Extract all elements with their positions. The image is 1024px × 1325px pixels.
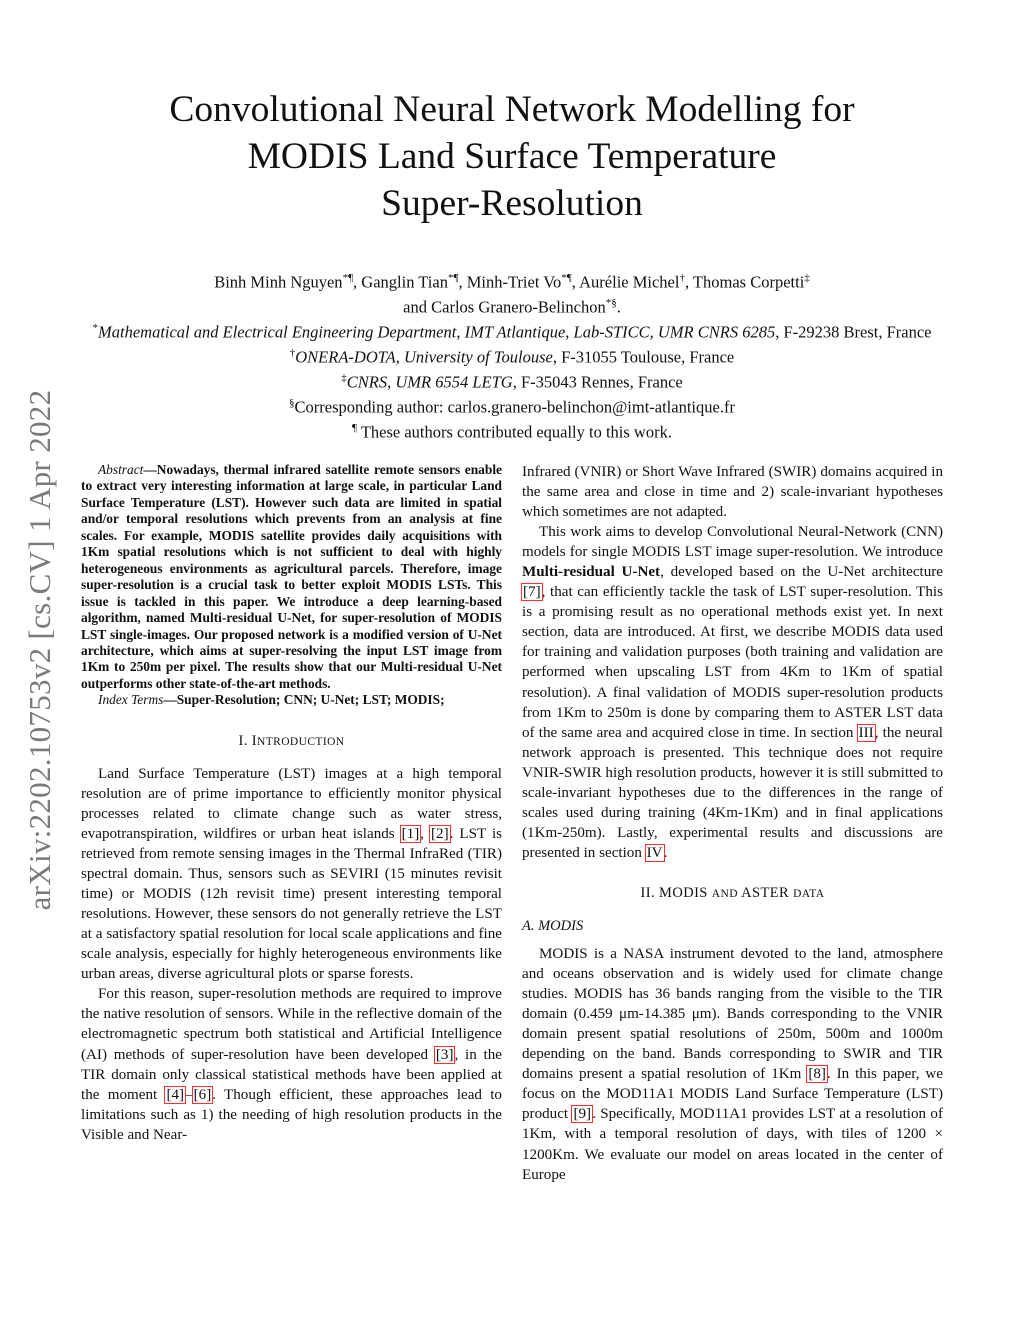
index-terms-body: —Super-Resolution; CNN; U-Net; LST; MODIS; [163,692,445,708]
index-terms [81,692,502,708]
intro-p2-text-1: For this reason, super-resolution methods are required to improve the native resolution of sensors. While in the reflective domain of the electromagnetic spectrum both statistical and Artificial Intelligence (AI) methods of super-resolution have been developed [81,986,502,1063]
corresponding-author [60,393,964,418]
author-block [60,268,964,443]
intro-p3-text-4: , the neural network approach is presented. This technique does not require VNIR-SWIR high resolution products, however it is still submitted to scale-invariant hypotheses due to the differences in the range of scales used during training (4Km-1Km) and in final applications (1Km-250m). Lastly, experimental results and discussions are presented in section [522,724,943,861]
affiliation-2: †ONERA-DOTA, University of Toulouse, F-31055 Toulouse, France [289,347,735,367]
index-terms-label: Index Terms [98,692,164,708]
author-5-mark: ‡ [804,272,810,284]
section-link-iv[interactable]: IV [646,844,663,861]
affiliation-3-location: , F-35043 Rennes, France [512,372,683,392]
arxiv-side-stamp: arXiv:2202.10753v2 [cs.CV] 1 Apr 2022 [22,389,57,911]
abstract [81,462,502,692]
citation-link[interactable]: [7] [523,584,541,601]
section-2-part-d: DATA [793,887,825,900]
intro-p3-text-3: , that can efficiently tackle the task of LST super-resolution. This is a promising result as no operational methods exist yet. In next section, data are introduced. At first, we describe MODIS data used for training and validation purposes (both training and validation are performed when upscaling LST from 4Km to 1Km of spatial resolution). A final validation of MODIS super-resolution products from 1Km to 250m is done by comparing them to ASTER LST data of the same area and acquired close in time. In section [522,584,943,741]
model-name: Multi-residual U-Net [522,564,661,581]
citation-link[interactable]: [3] [435,1046,454,1063]
author-4: , Aurélie Michel [571,272,680,292]
equal-contribution-text: These authors contributed equally to this work. [357,422,672,442]
section-2-part-a: II. MODIS [640,884,712,901]
section-2-part-b: AND [711,887,738,900]
author-line-2 [60,293,964,318]
modis-text-2: . In this paper, we focus on the MOD11A1 MODIS Land Surface Temperature (LST) product [522,1066,943,1123]
paper-title [110,86,914,227]
affiliation-1-inst: IMT Atlantique, Lab-STICC, UMR CNRS 6285 [464,322,776,342]
author-6-mark: *§ [605,297,617,309]
citation-link[interactable]: [9] [573,1106,592,1123]
equal-contribution-note [60,418,964,443]
author-3: , Minh-Triet Vo [458,272,562,292]
title-line-2: MODIS Land Surface Temperature [247,136,777,177]
abstract-label: Abstract [98,462,144,477]
affiliation-1: *Mathematical and Electrical Engineering Department, IMT Atlantique, Lab-STICC, UMR CNRS 6285, F-29238 Brest, France [92,322,932,342]
citation-link[interactable]: [2] [431,825,449,842]
intro-paragraph-1 [81,764,502,985]
corresponding-mark: § [289,397,295,409]
intro-p2-text-3: . Though efficient, these approaches lead to limitations such as 1) the needing of high resolution products in the Visible and Near- [81,1086,502,1143]
affiliation-2-uni: University of Toulouse [404,347,553,367]
affiliation-2-org: ONERA-DOTA [295,347,396,367]
author-6-end: . [616,297,621,317]
section-heading-modis-aster [522,883,943,904]
modis-text-3: . Specifically, MOD11A1 provides LST at a resolution of 1Km, with a temporal resolution of days, with tiles of 1200 × 1200Km. We evaluate our model on areas located in the center of Europe [522,1106,943,1183]
citation-link[interactable]: [1] [401,825,420,842]
intro-p2-dash: – [185,1086,193,1103]
affiliation-1-dept: Mathematical and Electrical Engineering Department [98,322,457,342]
section-1-initial: I [251,732,258,749]
author-4-mark: † [679,272,685,284]
section-link-iii[interactable]: III [858,724,874,741]
citation-link[interactable]: [8] [808,1066,826,1083]
affiliation-3: ‡CNRS, UMR 6554 LETG, F-35043 Rennes, France [341,372,683,392]
affiliation-3-org: CNRS [346,372,388,392]
author-3-mark: *¶ [561,272,572,284]
right-column [522,462,943,1185]
affiliation-2-mark: † [289,347,296,359]
author-line-1 [60,268,964,293]
modis-paragraph [522,944,943,1185]
author-5: , Thomas Corpetti [684,272,805,292]
corresponding-text: Corresponding author: carlos.granero-belinchon@imt-atlantique.fr [294,397,735,417]
equal-contribution-mark: ¶ [352,422,357,434]
citation-link[interactable]: [6] [193,1086,212,1103]
citation-link[interactable]: [4] [166,1086,185,1103]
intro-p3-text-1: This work aims to develop Convolutional Neural-Network (CNN) models for single MODIS LST image super-resolution. We introduce [522,524,943,561]
intro-paragraph-continued: Infrared (VNIR) or Short Wave Infrared (SWIR) domains acquired in the same area and close in time and 2) scale-invariant hypotheses which sometimes are not adapted. [522,464,943,521]
author-1: Binh Minh Nguyen [214,272,343,292]
title-line-1: Convolutional Neural Network Modelling for [169,89,855,130]
modis-text-1: MODIS is a NASA instrument devoted to the land, atmosphere and oceans observation and is widely used for climate change studies. MODIS has 36 bands ranging from the visible to the TIR domain (0.459 μm-14.385 μm). Bands corresponding to the VNIR domain present spatial resolutions of 250m, 500m and 1000m depending on the band. Bands corresponding to SWIR and TIR domains present a spatial resolution of 1Km [522,946,943,1083]
section-2-part-c: ASTER [737,884,794,901]
author-2-mark: *¶ [447,272,459,284]
affiliation-3-unit: UMR 6554 LETG [395,372,513,392]
affiliation-1-mark: * [92,322,98,334]
affiliation-2-location: , F-31055 Toulouse, France [552,347,735,367]
intro-p3-end: . [663,844,668,861]
left-column [81,462,502,1145]
affiliation-1-location: , F-29238 Brest, France [775,322,932,342]
title-line-3: Super-Resolution [381,183,643,224]
author-6: and Carlos Granero-Belinchon [403,297,606,317]
section-heading-introduction [81,731,502,752]
intro-p2-text-2: , in the TIR domain only classical statistical methods have been applied at the moment [81,1046,502,1103]
section-1-rest: NTRODUCTION [257,735,345,748]
section-1-number: I. [238,732,252,749]
intro-p3-text-2: , developed based on the U-Net architecture [660,564,943,581]
intro-paragraph-3 [522,522,943,863]
intro-p1-text-1: Land Surface Temperature (LST) images at a high temporal resolution are of prime importance to efficiently monitor physical processes related to climate change such as water stress, evapotranspiration, wildfires or urban heat islands [81,765,502,842]
abstract-body: —Nowadays, thermal infrared satellite remote sensors enable to extract very interesting information at large scale, in particular Land Surface Temperature (LST). However such data are limited in spatial and/or temporal resolutions which prevents from an analysis at fine scales. For example, MODIS satellite provides daily acquisitions with 1Km spatial resolutions which is not sufficient to deal with highly heterogeneous environments as agricultural parcels. Therefore, image super-resolution is a crucial task to better exploit MODIS LSTs. This issue is tackled in this paper. We introduce a deep learning-based algorithm, named Multi-residual U-Net, for super-resolution of MODIS LST single-images. Our proposed network is a modified version of U-Net architecture, which aims at super-resolving the input LST image from 1Km to 250m per pixel. The results show that our Multi-residual U-Net outperforms other state-of-the-art methods. [81,462,502,691]
intro-p1-text-3: . LST is retrieved from remote sensing images in the Thermal InfraRed (TIR) spectral domain. Thus, sensors such as SEVIRI (15 minutes revisit time) or MODIS (12h revisit time) present interesting temporal resolutions. However, these sensors do not generally retrieve the LST at a satisfactory spatial resolution for local scale applications and fine scale analysis, especially for highly heterogeneous environments like urban areas, diverse agricultural plots or sparse forests. [81,825,503,983]
affiliation-3-mark: ‡ [341,372,347,384]
subsection-heading-modis: A. MODIS [522,917,584,934]
author-1-mark: *¶ [342,272,354,284]
author-2: , Ganglin Tian [353,272,448,292]
intro-p1-text-2: , [420,825,431,842]
intro-paragraph-2 [81,984,502,1144]
